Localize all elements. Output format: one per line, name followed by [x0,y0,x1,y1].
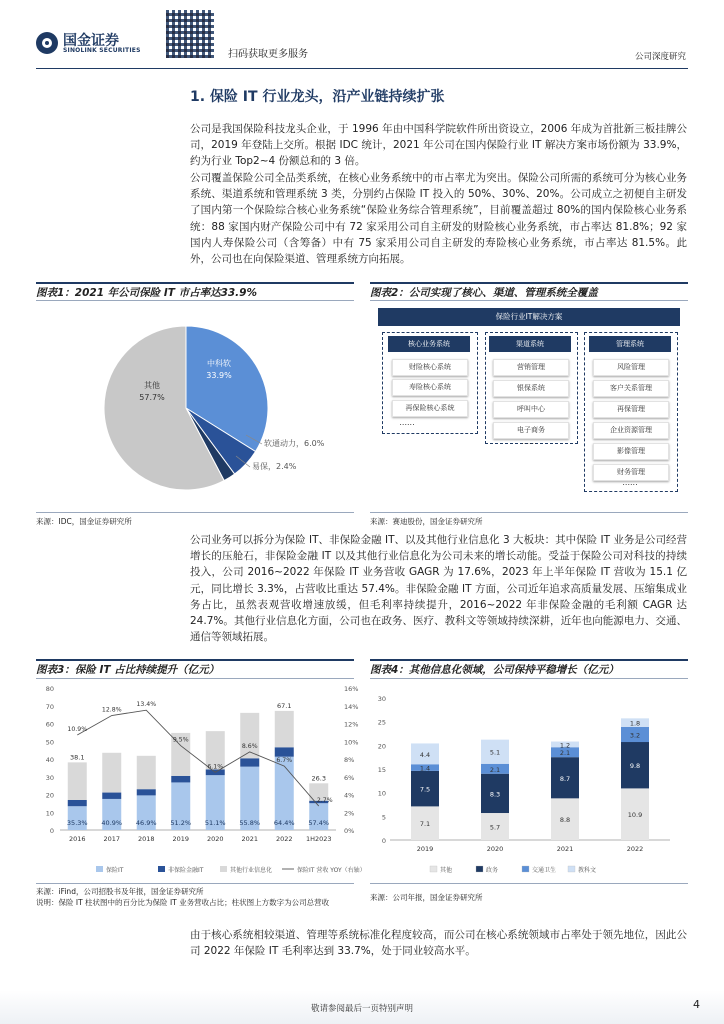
bar-label: 5.1 [489,748,501,757]
bar-label: 7.1 [419,820,431,829]
channel-head: 渠道系统 [489,336,571,352]
bar-1 [171,776,190,783]
diagram-main-title: 保险行业IT解决方案 [378,308,680,326]
mgmt-item: 客户关系管理 [593,380,669,397]
y2-tick: 16% [344,685,359,693]
bar-1 [240,758,259,766]
channel-item: 营销管理 [493,359,569,376]
x-tick: 2019 [172,835,190,843]
pie-label-sy: 软通动力，6.0% [264,439,325,448]
mgmt-more: ...... [622,478,638,487]
legend-label: 其他行业信息化 [230,867,273,874]
bar-label: 10.9 [627,811,643,820]
header-rule [36,68,688,69]
x-tick: 2022 [275,835,293,843]
y2-tick: 0% [344,827,355,835]
section-title: 1. 保险 IT 行业龙头，沿产业链持续扩张 [190,89,445,105]
x-tick: 2020 [206,835,224,843]
yoy-label: 6.7% [276,757,293,765]
legend-swatch [522,866,529,872]
total-label: 67.1 [277,701,292,710]
core-head: 核心业务系统 [388,336,470,352]
y-tick: 60 [45,720,54,729]
share-label: 40.9% [101,818,123,827]
other-it-chart [370,680,688,880]
bar-1 [275,747,294,756]
y-tick: 5 [381,813,386,822]
yoy-label: 2.7% [316,797,333,805]
legend-label: 保险IT [106,867,124,874]
y-tick: 80 [45,685,54,693]
y-tick: 40 [45,756,54,764]
qr-code-icon [166,10,214,58]
bar-1 [102,793,121,799]
share-label: 55.8% [239,818,261,827]
bar-2 [102,753,121,793]
y2-tick: 10% [344,738,359,747]
y-tick: 20 [377,742,386,751]
figure3-note: 说明：保险 IT 柱状图中的百分比为保险 IT 业务营收占比；柱状图上方数字为公司总营收 [36,898,330,907]
share-label: 46.9% [135,818,157,827]
bar-label: 9.8 [629,762,641,771]
figure4-title: 图表4：其他信息化领域，公司保持平稳增长（亿元） [370,664,619,676]
pie-chart [36,304,354,512]
legend-swatch [158,866,165,872]
logo-mark-icon [36,32,58,54]
total-label: 38.1 [70,753,85,762]
bar-label: 1.2 [559,741,571,750]
bar-label: 2.1 [559,749,571,758]
qr-caption: 扫码获取更多服务 [228,49,308,60]
bar-label: 8.8 [559,816,571,825]
bar-2 [137,756,156,789]
logo-en: SINOLINK SECURITIES [63,47,141,54]
y2-tick: 4% [344,791,355,800]
yoy-label: 12.8% [101,706,122,714]
mgmt-item: 风险管理 [593,359,669,376]
legend-swatch [96,866,103,872]
yoy-label: 6.1% [207,763,224,771]
mgmt-item: 影像管理 [593,443,669,460]
x-tick: 2021 [556,845,574,853]
legend-swatch [220,866,227,872]
yoy-label: 9.5% [172,736,189,744]
figure3-source: 来源：iFind，公司招股书及年报，国金证券研究所 [36,887,204,896]
pie-label-main: 中科软 [207,359,231,368]
y-tick: 10 [377,789,386,798]
legend-label: 教科文 [578,867,597,874]
paragraph-1: 公司是我国保险科技龙头企业，于 1996 年由中国科学院软件所出资设立，2006 年成为首批新三板挂牌公司，2019 年登陆上交所。根据 IDC 统计，2021 年公司在国内保险行业 IT 解决方案市场份额为 33.9%，约为行业 Top2~4 份额总和的 3 倍。 [190,123,687,168]
mgmt-item: 再保管理 [593,401,669,418]
y-tick: 10 [45,809,54,818]
share-label: 35.3% [66,818,88,827]
x-tick: 2022 [626,845,644,853]
bar-label: 7.5 [419,785,431,794]
share-label: 57.4% [308,818,330,827]
legend-swatch [476,866,483,872]
mgmt-head: 管理系统 [589,336,671,352]
x-tick: 2021 [241,835,259,843]
y-tick: 70 [45,702,54,711]
bar-label: 4.4 [419,750,431,759]
share-label: 51.2% [170,818,192,827]
figure1-title: 图表1：2021 年公司保险 IT 市占率达33.9% [36,287,257,299]
insurance-it-chart [36,680,366,880]
x-tick: 2020 [486,845,504,853]
share-label: 64.4% [273,818,295,827]
x-tick: 1H2023 [305,835,332,843]
figure2-title: 图表2：公司实现了核心、渠道、管理系统全覆盖 [370,287,598,299]
bar-label: 2.1 [489,765,501,774]
legend-label: 交通卫生 [532,867,557,874]
x-tick: 2019 [416,845,434,853]
y-tick: 0 [381,837,386,845]
bar-1 [68,800,87,806]
bar-label: 1.8 [629,719,641,728]
y2-tick: 6% [344,773,355,782]
bar-label: 8.3 [489,790,501,799]
bar-2 [275,711,294,747]
figure2-source: 来源：赛迪股份，国金证券研究所 [370,517,483,526]
y2-tick: 8% [344,756,355,764]
channel-more: ...... [521,437,537,446]
channel-item: 呼叫中心 [493,401,569,418]
bar-1 [137,789,156,795]
yoy-label: 13.4% [136,701,157,709]
y-tick: 15 [377,766,386,774]
legend-label: 保险IT 营收 YOY（右轴） [297,867,366,874]
pie-label-main-pct: 33.9% [206,371,232,380]
total-label: 26.3 [311,774,326,783]
logo [36,30,156,56]
figure4-source: 来源：公司年报，国金证券研究所 [370,893,483,902]
figure3-title: 图表3：保险 IT 占比持续提升（亿元） [36,664,220,676]
y2-tick: 12% [344,720,359,729]
share-label: 51.1% [204,818,226,827]
y-tick: 20 [45,791,54,800]
bar-label: 1.4 [419,764,431,773]
core-more: ...... [399,418,415,427]
mgmt-item: 财务管理 [593,464,669,481]
paragraph-4: 由于核心系统相较渠道、管理等系统标准化程度较高，而公司在核心系统领域市占率处于领先地位，因此公司 2022 年保险 IT 毛利率达到 33.7%，处于同业较高水平。 [190,929,687,958]
y2-tick: 2% [344,809,355,818]
x-tick: 2017 [103,835,121,843]
pie-label-other-pct: 57.7% [139,393,165,402]
yoy-label: 8.6% [241,742,258,750]
y2-tick: 14% [344,702,359,711]
legend-label: 非保险金融IT [168,867,204,874]
bar-label: 8.7 [559,774,571,783]
y-tick: 30 [377,695,386,703]
paragraph-2: 公司覆盖保险公司全品类系统，在核心业务系统中的市占率尤为突出。保险公司所需的系统可分为核心业务系统、渠道系统和管理系统 3 类，分别约占保险 IT 投入的 50%、30%、20%。公司成立之初便自主研发了国内第一个保险综合核心业务系统“保险业务综合管理系统”，目前覆盖超过 80%的国内保险核心业务系统：88 家国内财产保险公司中有 72 家采用公司自主研发的财险核心业务系统，市占率达 81.8%；92 家国内人寿保险公司（含筹备）中有 75 家采用公司自主研发的寿险核心业务系统，市占率达 81.5%。此外，公司也在向保险渠道、管理系统方向拓展。 [190,172,687,266]
logo-cn: 国金证券 [63,33,119,49]
legend-label: 政务 [486,867,499,874]
pie-label-yh: 易保，2.4% [252,462,297,471]
channel-item: 电子商务 [493,422,569,439]
footer [0,990,724,1024]
x-tick: 2018 [137,835,155,843]
x-tick: 2016 [68,835,86,843]
doc-type: 公司深度研究 [634,52,686,62]
y-tick: 0 [49,827,54,835]
channel-item: 银保系统 [493,380,569,397]
pie-label-other: 其他 [144,381,160,390]
mgmt-item: 企业资源管理 [593,422,669,439]
figure1-source: 来源：IDC，国金证券研究所 [36,517,132,526]
y-tick: 25 [377,718,386,727]
bar-label: 5.7 [489,823,501,832]
bar-2 [68,762,87,800]
bar-label: 3.2 [629,731,641,740]
yoy-label: 10.9% [67,726,88,734]
paragraph-3: 公司业务可以拆分为保险 IT、非保险金融 IT、以及其他行业信息化 3 大板块：其中保险 IT 业务是公司经营增长的压舱石，非保险金融 IT 以及其他行业信息化为公司未来的增长动能。受益于保险公司对科技的持续投入，公司 2016~2022 年保险 IT 业务营收 GAGR 为 17.6%，2023 年上半年保险 IT 营收为 15.1 亿元，同比增长 3.3%，占营收比重达 57.4%。非保险金融 IT 方面，公司近年追求高质量发展、压缩集成业务占比，虽然表观营收增速放缓，但毛利率持续提升，2016~2022 年非保险金融的毛利额 CAGR 达 24.7%。其他行业信息化方面，公司也在政务、医疗、教科文等领域持续深耕，近年也向能源电力、交通、通信等领域拓展。 [190,534,687,644]
core-item: 再保险核心系统 [392,400,468,417]
legend-swatch [568,866,575,872]
core-item: 财险核心系统 [392,359,468,376]
y-tick: 50 [45,738,54,747]
page-number: 4 [693,998,700,1011]
core-item: 寿险核心系统 [392,379,468,396]
footer-disclaimer[interactable]: 敬请参阅最后一页特别声明 [310,1004,413,1014]
legend-swatch [430,866,437,872]
legend-label: 其他 [440,867,453,874]
y-tick: 30 [45,773,54,782]
